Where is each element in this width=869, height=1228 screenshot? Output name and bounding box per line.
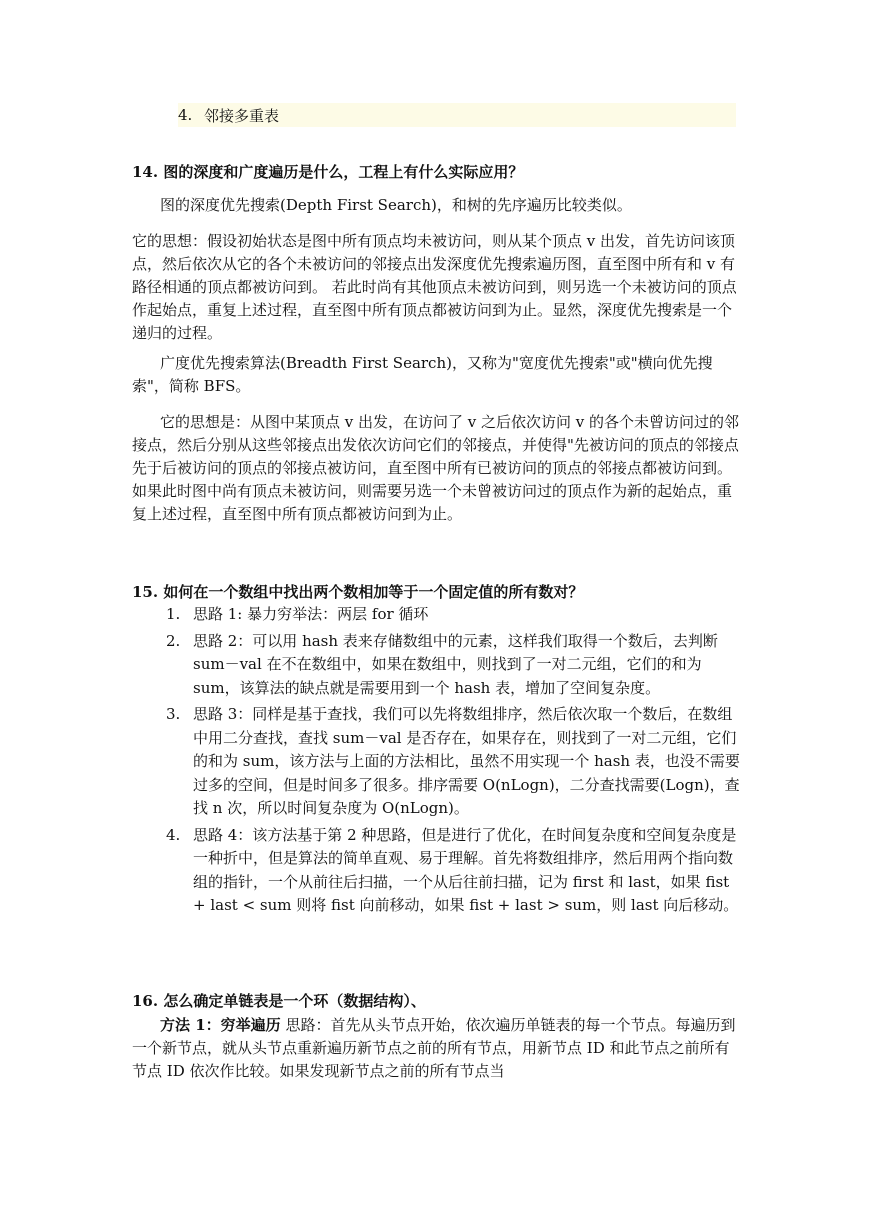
section-16-heading: 16. 怎么确定单链表是一个环（数据结构）、 [132, 992, 426, 1010]
list-item-text: 思路 1: 暴力穷举法：两层 for 循环 [193, 605, 429, 623]
section-14-paragraph-dfs-intro [132, 194, 744, 217]
list-item [132, 824, 744, 918]
section-15-ideas-list [132, 603, 744, 918]
list-item-text: 邻接多重表 [204, 106, 280, 125]
list-item-text: 思路 4：该方法基于第 2 种思路，但是进行了优化，在时间复杂度和空间复杂度是一种折中，但是算法的简单直观、易于理解。首先将数组排序，然后用两个指向数组的指针，一个从前往后扫描，一个从后往前扫描，记为 first 和 last，如果 fist + last < sum 则将 fist 向前移动，如果 fist + last > sum，则 last 向后移动。 [193, 825, 739, 914]
section-16-paragraph-method-1 [132, 1014, 744, 1083]
method-1-label: 方法 1：穷举遍历 [160, 1016, 281, 1034]
section-14-paragraph-bfs-intro: 广度优先搜索算法(Breadth First Search)，又称为"宽度优先搜索"或"横向优先搜索"，简称 BFS。 [132, 354, 713, 395]
list-item-text: 思路 2：可以用 hash 表来存储数组中的元素，这样我们取得一个数后，去判断 sum－val 在不在数组中，如果在数组中，则找到了一对二元组，它们的和为 sum，该算法的缺点就是需要用到一个 hash 表，增加了空间复杂度。 [193, 631, 718, 697]
list-item [132, 630, 744, 701]
section-15-heading: 15. 如何在一个数组中找出两个数相加等于一个固定值的所有数对？ [132, 583, 584, 601]
list-number: 4. [166, 825, 181, 844]
section-14-heading: 14. 图的深度和广度遍历是什么，工程上有什么实际应用？ [132, 163, 524, 181]
method-1-text: 思路：首先从头节点开始，依次遍历单链表的每一个节点。每遍历到一个新节点，就从头节点重新遍历新节点之前的所有节点，用新节点 ID 和此节点之前所有节点 ID 依次作比较。如果发现新节点之前的所有节点当 [132, 1016, 736, 1080]
list-item-text: 思路 3：同样是基于查找，我们可以先将数组排序，然后依次取一个数后，在数组中用二分查找，查找 sum－val 是否存在，如果存在，则找到了一对二元组，它们的和为 sum，该方法与上面的方法相比，虽然不用实现一个 hash 表，也没不需要过多的空间，但是时间多了很多。排序需要 O(nLogn)，二分查找需要(Logn)，查找 n 次，所以时间复杂度为 O(nLogn)。 [193, 705, 740, 817]
list-number: 2. [166, 631, 181, 650]
dfs-intro-text: 图的深度优先搜索(Depth First Search)，和树的先序遍历比较类似。 [160, 196, 632, 214]
section-14-paragraph-bfs-idea: 它的思想是：从图中某顶点 v 出发，在访问了 v 之后依次访问 v 的各个未曾访问过的邻接点，然后分别从这些邻接点出发依次访问它们的邻接点，并使得"先被访问的顶点的邻接点先于后被访问的顶点的邻接点被访问，直至图中所有已被访问的顶点的邻接点都被访问到。如果此时图中尚有顶点未被访问，则需要另选一个未曾被访问过的顶点作为新的起始点，重复上述过程，直至图中所有顶点都被访问到为止。 [132, 413, 740, 523]
list-item-adjacency-multilist [178, 103, 736, 127]
list-number: 1. [166, 605, 181, 623]
list-number: 4. [178, 106, 193, 124]
section-14-paragraph-dfs-idea: 它的思想：假设初始状态是图中所有顶点均未被访问，则从某个顶点 v 出发，首先访问该顶点，然后依次从它的各个未被访问的邻接点出发深度优先搜索遍历图，直至图中所有和 v 有路径相通的顶点都被访问到。 若此时尚有其他顶点未被访问到，则另选一个未被访问的顶点作起始点，重复上述过程，直至图中所有顶点都被访问到为止。显然，深度优先搜索是一个递归的过程。 [132, 232, 737, 342]
list-number: 3. [166, 705, 181, 723]
list-item [132, 603, 744, 627]
list-item [132, 703, 744, 821]
